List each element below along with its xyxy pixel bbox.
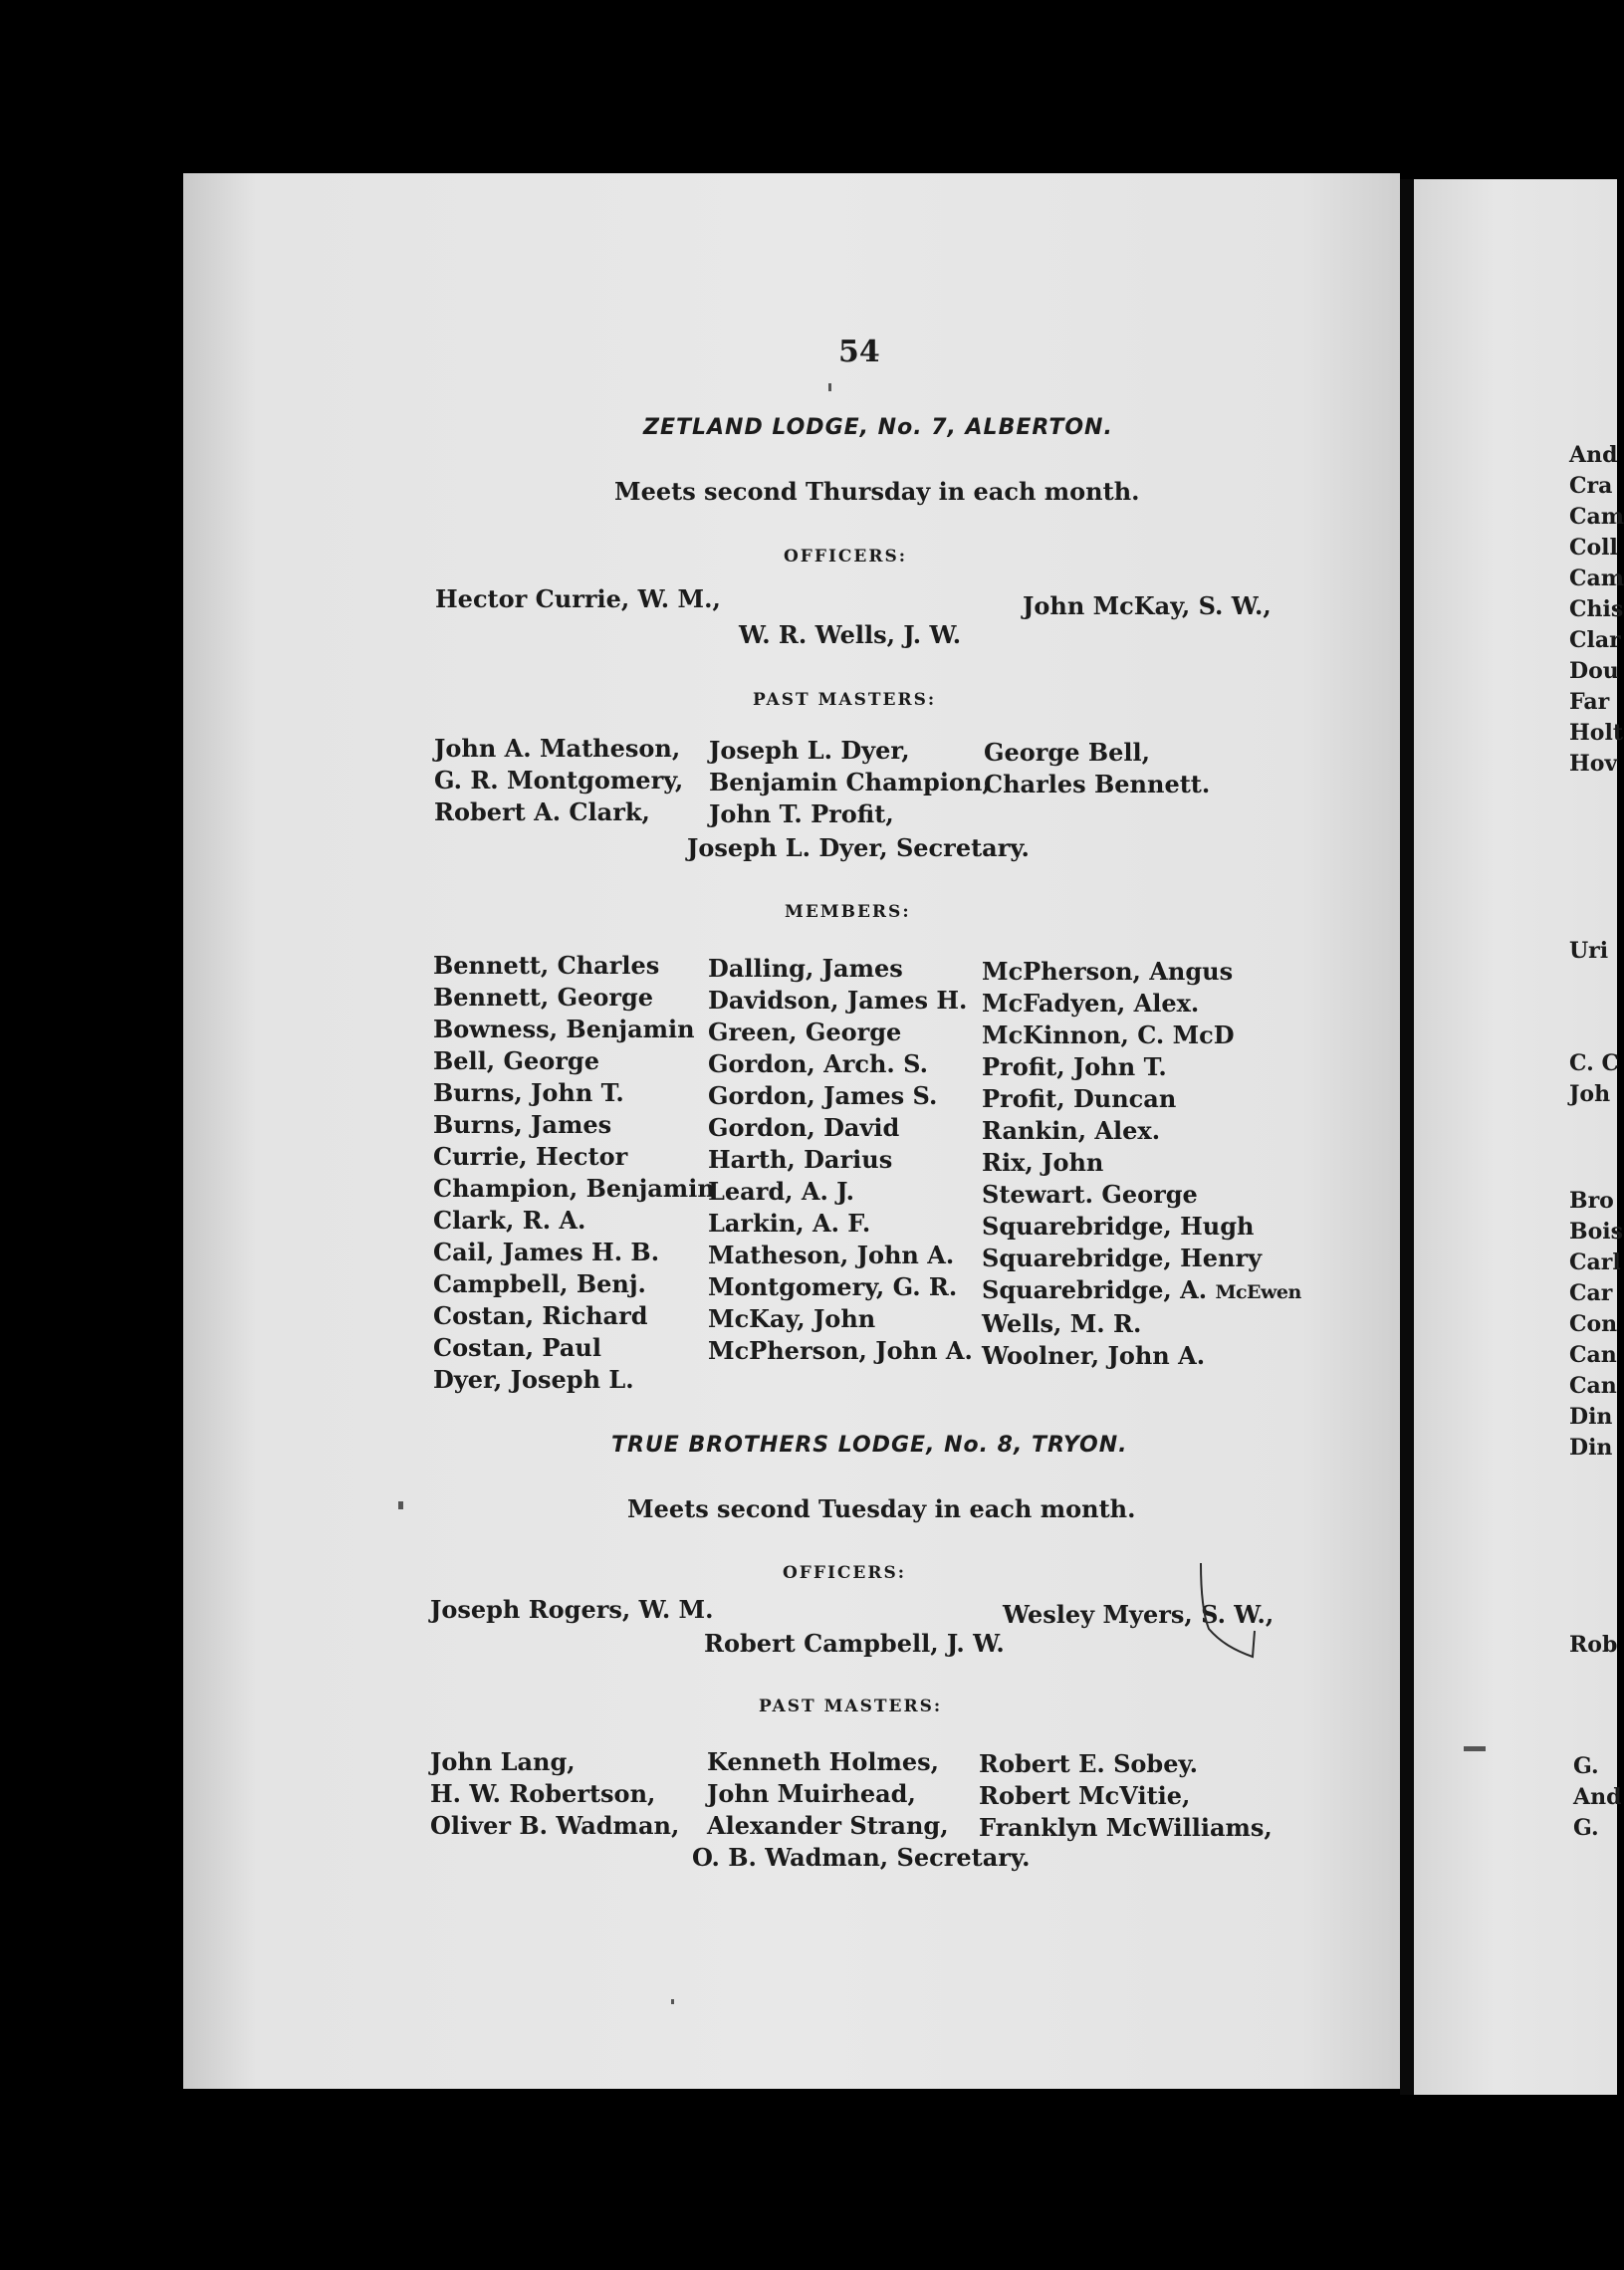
fragment-text: And — [1573, 1784, 1622, 1810]
member-name: Green, George — [708, 1018, 902, 1046]
pen-mark — [1191, 1559, 1261, 1663]
member-name: Squarebridge, Hugh — [982, 1212, 1255, 1241]
member-name: Bennett, Charles — [433, 951, 660, 980]
past-master-name: Robert A. Clark, — [434, 797, 650, 826]
adjacent-page-fragment-group — [1569, 1186, 1623, 1464]
member-name: McPherson, Angus — [982, 957, 1234, 986]
member-name: Bell, George — [433, 1046, 599, 1075]
zetland-officer-sw: John McKay, S. W., — [1023, 591, 1272, 620]
ink-speck — [398, 1501, 403, 1509]
past-master-name: H. W. Robertson, — [430, 1779, 656, 1808]
true-brothers-secretary: O. B. Wadman, Secretary. — [692, 1843, 1031, 1872]
zetland-members-heading: MEMBERS: — [785, 902, 911, 922]
past-master-name: G. R. Montgomery, — [434, 766, 684, 794]
member-name: Matheson, John A. — [708, 1241, 955, 1269]
member-name: Champion, Benjamin — [433, 1174, 715, 1203]
true-brothers-officers-heading: OFFICERS: — [783, 1563, 907, 1583]
fragment-text: Carl — [1569, 1249, 1621, 1275]
fragment-text: Holt — [1569, 720, 1623, 746]
member-name: Gordon, David — [708, 1113, 900, 1142]
member-name: Dyer, Joseph L. — [433, 1365, 634, 1394]
member-name: Burns, John T. — [433, 1078, 624, 1107]
member-name: Gordon, James S. — [708, 1081, 938, 1110]
fragment-text: G. — [1573, 1815, 1599, 1841]
member-name: Harth, Darius — [708, 1145, 893, 1174]
past-master-name: Robert McVitie, — [979, 1781, 1191, 1810]
fragment-text: Cra — [1569, 473, 1613, 499]
member-name: Dalling, James — [708, 954, 903, 983]
fragment-text: Can — [1569, 1342, 1617, 1368]
fragment-text: Cam — [1569, 566, 1624, 591]
zetland-members-col2 — [708, 953, 973, 1367]
past-master-name: Oliver B. Wadman, — [430, 1811, 680, 1840]
fragment-text: Uri — [1569, 938, 1609, 964]
member-name: Cail, James H. B. — [433, 1238, 660, 1266]
member-name: McKinnon, C. McD — [982, 1021, 1235, 1049]
fragment-text: Din — [1569, 1404, 1613, 1430]
past-master-name: Joseph L. Dyer, — [709, 736, 910, 765]
fragment-text: Can — [1569, 1373, 1617, 1399]
fragment-text: Car — [1569, 1280, 1613, 1306]
true-brothers-past-masters-col3 — [979, 1748, 1273, 1844]
past-master-name: Alexander Strang, — [707, 1811, 949, 1840]
past-master-name: Kenneth Holmes, — [707, 1747, 939, 1776]
member-name: Bennett, George — [433, 983, 654, 1012]
member-name: Larkin, A. F. — [708, 1209, 871, 1238]
member-name: Campbell, Benj. — [433, 1269, 646, 1298]
fragment-text: Rob — [1569, 1632, 1618, 1658]
fragment-text: Con — [1569, 1311, 1618, 1337]
adjacent-page-fragment-group — [1569, 440, 1624, 780]
member-name: Profit, John T. — [982, 1052, 1167, 1081]
member-name: Rankin, Alex. — [982, 1116, 1161, 1145]
fragment-text: Hov — [1569, 751, 1618, 777]
fragment-text: Dou — [1569, 658, 1619, 684]
past-master-name: Benjamin Champion, — [709, 768, 991, 796]
past-master-name: John A. Matheson, — [434, 734, 681, 763]
zetland-secretary: Joseph L. Dyer, Secretary. — [687, 833, 1030, 862]
member-name: Costan, Paul — [433, 1333, 601, 1362]
adjacent-page-fragment-group — [1573, 1751, 1621, 1844]
member-name: McFadyen, Alex. — [982, 989, 1200, 1018]
zetland-officer-jw: W. R. Wells, J. W. — [739, 620, 962, 649]
zetland-members-col1 — [433, 950, 715, 1396]
true-brothers-meets-text: Meets second Tuesday in each month. — [627, 1494, 1136, 1523]
member-name: McKay, John — [708, 1304, 876, 1333]
zetland-lodge-title: ZETLAND LODGE, No. 7, ALBERTON. — [643, 415, 1113, 440]
fragment-text: Bro — [1569, 1188, 1614, 1214]
member-name: Leard, A. J. — [708, 1177, 855, 1206]
true-brothers-officer-wm: Joseph Rogers, W. M. — [430, 1595, 714, 1624]
member-name: Stewart. George — [982, 1180, 1198, 1209]
fragment-text: Bois — [1569, 1219, 1624, 1245]
fragment-text: C. C — [1569, 1050, 1619, 1076]
zetland-members-col3 — [982, 956, 1301, 1372]
past-master-name: John Lang, — [430, 1747, 576, 1776]
past-master-name: George Bell, — [984, 738, 1150, 767]
member-name: Burns, James — [433, 1110, 612, 1139]
true-brothers-past-masters-heading: PAST MASTERS: — [759, 1697, 943, 1716]
zetland-meets-text: Meets second Thursday in each month. — [614, 477, 1140, 506]
member-name: Currie, Hector — [433, 1142, 628, 1171]
page-gutter — [1400, 179, 1414, 2095]
member-name: Wells, M. R. — [982, 1309, 1142, 1338]
zetland-past-masters-heading: PAST MASTERS: — [753, 690, 937, 710]
ink-speck — [828, 383, 831, 391]
fragment-text: Coll — [1569, 535, 1618, 561]
fragment-text: Joh — [1569, 1081, 1611, 1107]
member-name: Clark, R. A. — [433, 1206, 586, 1235]
member-name: Profit, Duncan — [982, 1084, 1177, 1113]
member-name: Gordon, Arch. S. — [708, 1049, 928, 1078]
page-number: 54 — [838, 335, 880, 369]
member-name: Woolner, John A. — [982, 1341, 1206, 1370]
ink-speck — [1464, 1746, 1486, 1751]
past-master-name: Robert E. Sobey. — [979, 1749, 1199, 1778]
true-brothers-lodge-title: TRUE BROTHERS LODGE, No. 8, TRYON. — [611, 1433, 1128, 1458]
member-name: Squarebridge, A. — [982, 1275, 1208, 1304]
true-brothers-officer-sw: Wesley Myers, S. W., — [1003, 1600, 1275, 1629]
past-master-name: Franklyn McWilliams, — [979, 1813, 1273, 1842]
true-brothers-officer-jw: Robert Campbell, J. W. — [704, 1629, 1005, 1658]
member-name: Bowness, Benjamin — [433, 1015, 695, 1043]
fragment-text: Clar — [1569, 627, 1621, 653]
fragment-text: Cam — [1569, 504, 1624, 530]
member-name: Squarebridge, Henry — [982, 1244, 1263, 1272]
zetland-past-masters-col2 — [709, 735, 991, 830]
adjacent-page-fragment-group — [1569, 1048, 1619, 1110]
fragment-text: And — [1569, 442, 1618, 468]
fragment-text: Chis — [1569, 596, 1624, 622]
zetland-past-masters-col1 — [434, 733, 683, 828]
member-name: McPherson, John A. — [708, 1336, 973, 1365]
fragment-text: G. — [1573, 1753, 1599, 1779]
zetland-officer-wm: Hector Currie, W. M., — [435, 584, 721, 613]
member-name: Davidson, James H. — [708, 986, 968, 1015]
member-name: Montgomery, G. R. — [708, 1272, 958, 1301]
past-master-name: John Muirhead, — [707, 1779, 916, 1808]
zetland-past-masters-col3 — [984, 737, 1210, 800]
member-name: Costan, Richard — [433, 1301, 648, 1330]
handwritten-annotation: McEwen — [1215, 1281, 1301, 1303]
fragment-text: Din — [1569, 1435, 1613, 1461]
past-master-name: Charles Bennett. — [984, 770, 1211, 798]
past-master-name: John T. Profit, — [709, 799, 894, 828]
ink-speck — [671, 1999, 674, 2004]
member-name: Rix, John — [982, 1148, 1104, 1177]
member-name-with-annotation — [982, 1274, 1301, 1308]
zetland-officers-heading: OFFICERS: — [784, 547, 908, 567]
true-brothers-past-masters-col1 — [430, 1746, 679, 1842]
true-brothers-past-masters-col2 — [707, 1746, 949, 1842]
fragment-text: Far — [1569, 689, 1610, 715]
